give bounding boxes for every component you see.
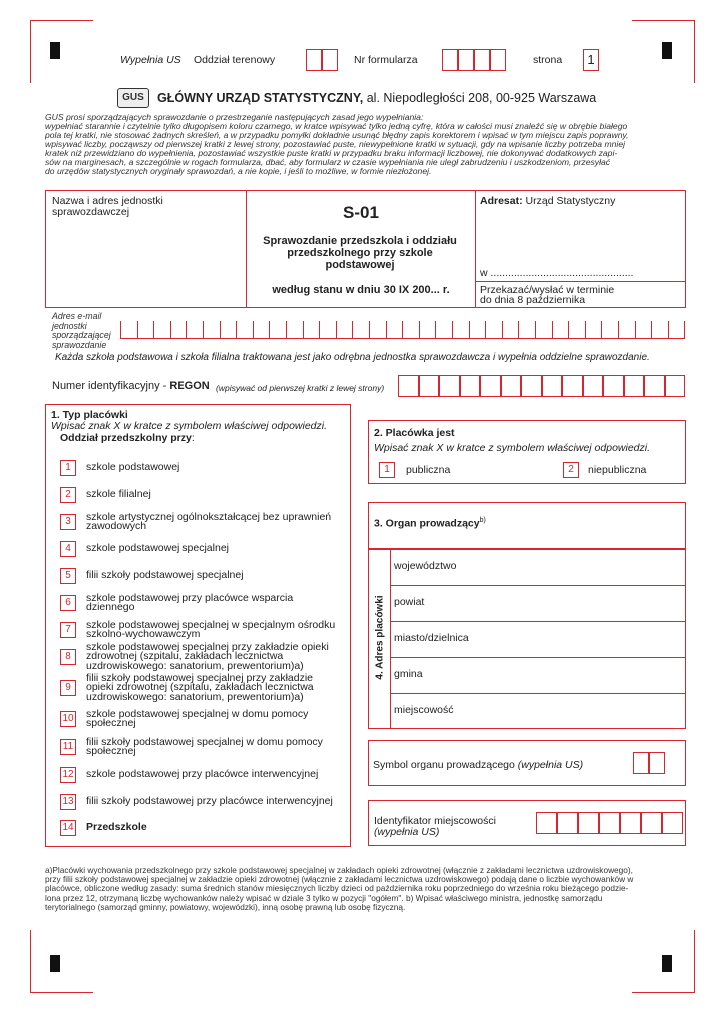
identyfikator-cell[interactable] [662, 812, 683, 834]
regon-label-bold: REGON [169, 380, 210, 392]
email-cell-divider [236, 321, 237, 339]
section1-option-checkbox[interactable]: 5 [60, 568, 76, 584]
corner-marker-top-left [30, 20, 93, 83]
adresat [480, 196, 615, 207]
email-cell-divider [319, 321, 320, 339]
section1-option-checkbox[interactable]: 9 [60, 680, 76, 696]
address-field-input[interactable] [470, 586, 684, 620]
section1-option-label [86, 510, 348, 532]
institution-title [157, 91, 596, 105]
section1-option-label [86, 490, 348, 500]
regon-cell[interactable] [624, 375, 645, 397]
address-field-divider [390, 585, 686, 586]
instruction-line: sów na marginesach, a szczególnie w rogach formularza, dbać, aby formularz w czasie wypełniania nie uległ zabrudzeniu i uszkodzeniom, przesyłać [45, 157, 611, 167]
section1-option-label [86, 571, 348, 581]
gus-logo: GUS [117, 88, 149, 108]
section1-subtitle-text: Oddział przedszkolny przy [60, 432, 192, 444]
email-cell-divider [618, 321, 619, 339]
email-cell-divider [601, 321, 602, 339]
institution-address: al. Niepodległości 208, 00-925 Warszawa [363, 91, 597, 105]
form-description: Sprawozdanie przedszkola i oddziału przedszkolnego przy szkole podstawowej [263, 235, 457, 271]
address-field-label: powiat [394, 596, 425, 608]
footnote-line: terytorialnego (samorząd gminny, powiatowy, wojewódzki), inną osobę prawną lub osobę fizyczną. [45, 901, 406, 912]
option-publiczna-label: publiczna [406, 464, 451, 476]
section1-option-label-line: szkole podstawowej specjalnej w specjalnym ośrodku [86, 618, 336, 631]
section1-option-label-line: szkole filialnej [86, 488, 151, 501]
section3-sup: b) [479, 517, 486, 524]
regon-cell[interactable] [583, 375, 604, 397]
email-cell-divider [153, 321, 154, 339]
note-each-school: Każda szkoła podstawowa i szkoła filialna traktowana jest jako odrębna jednostka sprawozdawcza i wypełnia oddzielne sprawozdanie. [55, 352, 650, 363]
regon-hint: (wpisywać od pierwszej kratki z lewej strony) [216, 383, 385, 393]
section1-option-label [86, 797, 348, 807]
footnote-line: lona przez 12, otrzymaną liczbę wychowanków należy wpisać w dziale 3 tylko w pozycji "ogółem". b) Wpisać właściwego ministra, jednostkę samorządu [45, 892, 603, 903]
section1-option-label-line: filii szkoły podstawowej specjalnej [86, 569, 244, 582]
email-cell-divider [469, 321, 470, 339]
section1-subtitle [60, 433, 195, 444]
regon-cell[interactable] [439, 375, 460, 397]
section1-option-label [86, 463, 348, 473]
section1-option-checkbox[interactable]: 1 [60, 460, 76, 476]
email-cell-divider [336, 321, 337, 339]
email-cell-divider [651, 321, 652, 339]
section1-option-label-line: filii szkoły podstawowej przy placówce interwencyjnej [86, 795, 333, 808]
section1-option-label-line: szkole podstawowej specjalnej przy zakładzie opieki [86, 640, 329, 653]
nr-formularza-label: Nr formularza [354, 54, 418, 66]
email-label-line: jednostki [52, 320, 87, 331]
email-cell-divider [120, 321, 121, 339]
identyfikator-cell[interactable] [557, 812, 578, 834]
email-cell-baseline [120, 338, 684, 339]
address-field-label: gmina [394, 668, 423, 680]
footnotes [45, 866, 690, 912]
identyfikator-cell[interactable] [641, 812, 662, 834]
email-label-line: Adres e-mail [52, 311, 102, 321]
email-cell-divider [502, 321, 503, 339]
section1-colon: : [191, 432, 195, 444]
section4-label: 4. Adres placówki [374, 595, 386, 680]
adresat-w-line: w ................................................. [480, 267, 634, 279]
section1-option-checkbox[interactable]: 3 [60, 514, 76, 530]
section1-option-label-line: szkole podstawowej przy placówce wsparcia [86, 591, 294, 604]
section1-title: 1. Typ placówki [51, 409, 128, 421]
email-cell-divider [535, 321, 536, 339]
identyfikator-cell[interactable] [599, 812, 620, 834]
section1-option-checkbox[interactable]: 4 [60, 541, 76, 557]
email-cell-divider [170, 321, 171, 339]
section1-option-checkbox[interactable]: 8 [60, 649, 76, 665]
corner-marker-bottom-right [632, 930, 695, 993]
identyfikator-cell[interactable] [578, 812, 599, 834]
email-cell-divider [585, 321, 586, 339]
section1-option-checkbox[interactable]: 2 [60, 487, 76, 503]
address-field-divider [390, 657, 686, 658]
address-field-divider [390, 621, 686, 622]
footnote-line: a)Placówki wychowania przedszkolnego przy szkole podstawowej specjalnej w zakładach opieki zdrowotnej (włącznie z zakładami lecznictwa uzdrowiskowego), [45, 865, 633, 875]
regon-input-cells[interactable] [398, 375, 685, 397]
section1-option-label-line: szkole podstawowej przy placówce interwencyjnej [86, 768, 319, 781]
section1-option-label-line: społecznej [86, 717, 136, 729]
symbol-organ-cell-2[interactable] [649, 752, 665, 774]
instruction-line: kratek niż przewidziano do wypełnienia, pozostawiać wszystkie puste kratki w przypadku braku informacji liczbowej, nie dokonywać dodatkowych zapi- [45, 148, 618, 158]
corner-marker-top-right [632, 20, 695, 83]
email-cell-divider [419, 321, 420, 339]
regon-cell[interactable] [665, 375, 686, 397]
oddzial-cell-2[interactable] [322, 49, 338, 71]
regon-cell[interactable] [562, 375, 583, 397]
symbol-organ-label-it: (wypełnia US) [517, 759, 584, 771]
regon-cell[interactable] [603, 375, 624, 397]
nr-formularza-cell-2[interactable] [458, 49, 474, 71]
strona-value: 1 [583, 49, 599, 71]
symbol-organ-label [373, 760, 583, 771]
section1-option-label-line: szkole artystycznej ogólnokształcącej bez uprawnień [86, 510, 332, 523]
instruction-line: do urzędów statystycznych oryginały sprawozdań, a nie kopie, i jeśli to możliwe, w formie niezłożonej. [45, 166, 432, 176]
nazwa-label: Nazwa i adres jednostki sprawozdawczej [52, 195, 163, 218]
section1-option-label-line: opieki zdrowotnej (szpitalu, zakładach lecznictwa [86, 681, 314, 694]
option-niepubliczna-label: niepubliczna [588, 464, 647, 476]
section1-option-label-line: filii szkoły podstawowej specjalnej przy zakładzie [86, 671, 314, 684]
address-field-input[interactable] [470, 550, 684, 584]
regon-cell[interactable] [521, 375, 542, 397]
email-cell-divider [369, 321, 370, 339]
wypelnia-us-label: Wypełnia US [120, 54, 181, 66]
adresat-label: Adresat: [480, 195, 523, 207]
email-cell-divider [452, 321, 453, 339]
address-field-input[interactable] [470, 622, 684, 656]
email-cell-divider [568, 321, 569, 339]
strona-label: strona [533, 54, 563, 66]
email-cell-divider [186, 321, 187, 339]
section1-option-label-line: szkolno-wychowawczym [86, 628, 201, 640]
regon-cell[interactable] [398, 375, 419, 397]
section1-option-label [86, 823, 348, 833]
email-cell-divider [552, 321, 553, 339]
address-field-label: województwo [394, 560, 457, 572]
regon-cell[interactable] [542, 375, 563, 397]
section1-option-label-line: szkole podstawowej specjalnej [86, 542, 229, 555]
email-cell-divider [402, 321, 403, 339]
section1-option-label [86, 671, 348, 703]
email-cell-divider [253, 321, 254, 339]
section1-option-label-line: dziennego [86, 601, 135, 613]
identyfikator-input-cells[interactable] [536, 812, 686, 834]
email-label-line: sporządzającej [52, 330, 111, 340]
form-as-of: według stanu w dniu 30 IX 200... r. [272, 284, 450, 296]
section1-option-label [86, 591, 348, 613]
option-publiczna-checkbox[interactable]: 1 [379, 462, 395, 478]
instruction-line: pola tej kratki, nie stosować żadnych skreśleń, a w przypadku pomyłki dokładnie usunąć błędny zapis korektorem i wpisać w tym miejscu zapis poprawny, [45, 130, 629, 140]
nr-formularza-cell-3[interactable] [474, 49, 490, 71]
section1-option-label [86, 640, 348, 672]
address-field-label: miejscowość [394, 704, 454, 716]
identyfikator-label: Identyfikator miejscowości [374, 815, 496, 827]
section1-option-label [86, 544, 348, 554]
section1-option-checkbox[interactable]: 11 [60, 739, 76, 755]
address-field-input[interactable] [470, 658, 684, 692]
section2-hint: Wpisać znak X w kratce z symbolem właściwej odpowiedzi. [374, 442, 651, 454]
section1-option-checkbox[interactable]: 7 [60, 622, 76, 638]
section1-option-checkbox[interactable]: 12 [60, 767, 76, 783]
regon-cell[interactable] [501, 375, 522, 397]
regon-cell[interactable] [419, 375, 440, 397]
section1-option-label-line: filii szkoły podstawowej specjalnej w domu pomocy [86, 735, 323, 748]
section1-option-label-line: szkole podstawowej [86, 461, 180, 474]
email-cell-divider [286, 321, 287, 339]
footnote-line: placówce, obliczone według zasady: suma średnich stanów miesięcznych liczby dzieci od października roku poprzedniego do września roku bieżącego podzie- [45, 883, 629, 894]
email-label-line: sprawozdanie [52, 339, 107, 350]
email-cell-divider [386, 321, 387, 339]
regon-label [52, 381, 210, 392]
corner-marker-bottom-left [30, 930, 93, 993]
email-input-cells[interactable] [120, 321, 685, 339]
section1-option-label-line: społecznej [86, 745, 136, 757]
oddzial-terenowy-label: Oddział terenowy [194, 54, 276, 66]
email-cell-divider [352, 321, 353, 339]
section3-title-text: 3. Organ prowadzący [374, 517, 480, 530]
address-field-divider [390, 693, 686, 694]
deadline-line-2: do dnia 8 października [480, 294, 586, 306]
deadline-line-1: Przekazać/wysłać w terminie [480, 284, 615, 296]
instruction-line: wypełniać starannie i czytelnie tylko długopisem koloru czarnego, w kratce wpisywać tylko jedną cyfrę, która w całości musi znaleźć się w obrębie białego [45, 121, 628, 131]
instruction-line: wpisywać liczby, począwszy od pierwszej kratki z lewej strony, pozostawiać puste, niewypełnione kratki w sytuacji, gdy na wpisanie liczby potrzeba mniej [45, 139, 626, 149]
email-label [52, 312, 111, 350]
regon-cell[interactable] [480, 375, 501, 397]
section1-option-label-line: zdrowotnej (szpitalu, zakładach lecznictwa [86, 650, 284, 663]
nr-formularza-cell-4[interactable] [490, 49, 506, 71]
section2-title: 2. Placówka jest [374, 427, 455, 439]
section1-option-checkbox[interactable]: 14 [60, 820, 76, 836]
email-cell-divider [635, 321, 636, 339]
section1-hint: Wpisać znak X w kratce z symbolem właściwej odpowiedzi. [51, 420, 328, 432]
instructions-block [45, 113, 685, 176]
instruction-line: GUS prosi sporządzających sprawozdanie o przestrzeganie następujących zasad jego wypełniania: [45, 112, 424, 122]
option-niepubliczna-checkbox[interactable]: 2 [563, 462, 579, 478]
email-cell-divider [137, 321, 138, 339]
email-cell-divider [684, 321, 685, 339]
address-field-input[interactable] [470, 694, 684, 728]
section1-option-label [86, 618, 348, 640]
section1-option-label [86, 707, 348, 729]
address-field-label: miasto/dzielnica [394, 632, 469, 644]
section3-title [374, 515, 486, 530]
identyfikator-label-2: (wypełnia US) [374, 826, 440, 838]
section1-option-label-line: szkole podstawowej specjalnej w domu pomocy [86, 707, 309, 720]
email-cell-divider [435, 321, 436, 339]
section1-option-label-line: zawodowych [86, 520, 147, 532]
email-cell-divider [485, 321, 486, 339]
section1-option-checkbox[interactable]: 10 [60, 711, 76, 727]
section1-option-label-line: uzdrowiskowego: sanatorium, prewentorium)a) [86, 690, 304, 703]
email-cell-divider [303, 321, 304, 339]
identyfikator-cell[interactable] [620, 812, 641, 834]
footnote-line: przy filii szkoły podstawowej specjalnej w zakładzie opieki zdrowotnej (włącznie z zakładami lecznictwa uzdrowiskowego) podają dane o liczbie wychowanków w [45, 874, 634, 885]
email-cell-divider [269, 321, 270, 339]
symbol-organ-cell-1[interactable] [633, 752, 649, 774]
section1-option-label-line: uzdrowiskowego: sanatorium, prewentorium)a) [86, 659, 304, 672]
email-cell-divider [518, 321, 519, 339]
form-code: S-01 [343, 203, 379, 222]
adresat-value: Urząd Statystyczny [522, 195, 616, 207]
regon-cell[interactable] [460, 375, 481, 397]
section1-option-label [86, 735, 348, 757]
section1-option-label-line: Przedszkole [86, 821, 147, 834]
email-cell-divider [203, 321, 204, 339]
symbol-organ-label-text: Symbol organu prowadzącego [373, 759, 518, 771]
section1-option-checkbox[interactable]: 6 [60, 595, 76, 611]
section1-option-label [86, 770, 348, 780]
email-cell-divider [220, 321, 221, 339]
institution-name: GŁÓWNY URZĄD STATYSTYCZNY, [157, 91, 364, 105]
section1-option-checkbox[interactable]: 13 [60, 794, 76, 810]
nr-formularza-cell-1[interactable] [442, 49, 458, 71]
regon-label-text: Numer identyfikacyjny - [52, 380, 170, 392]
email-cell-divider [668, 321, 669, 339]
identyfikator-cell[interactable] [536, 812, 557, 834]
regon-cell[interactable] [644, 375, 665, 397]
oddzial-cell-1[interactable] [306, 49, 322, 71]
